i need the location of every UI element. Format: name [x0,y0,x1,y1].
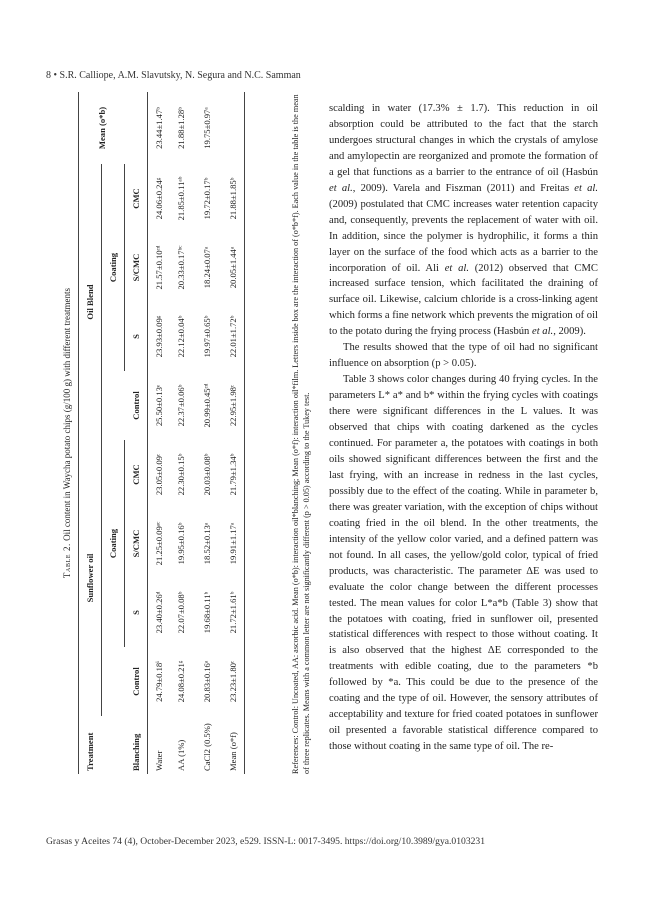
table-row [192,92,222,774]
table-header-row-3 [125,92,148,774]
table-cell: 21.88±1.85ᵇ [222,164,245,233]
running-header: 8 • S.R. Calliope, A.M. Slavutsky, N. Segura and N.C. Samman [46,70,301,81]
table-row [148,92,171,774]
oil-content-table [78,92,245,774]
column-header: S [125,578,148,647]
table-cell: 21.85±0.11ᵃᵇ [176,176,186,221]
column-header: S/CMC [125,233,148,302]
table-cell: 24.08±0.21ᵍ [176,660,186,703]
header-coating-sunflower: Coating [102,440,125,647]
text-italic: et al. [532,326,554,338]
row-label: CaCl2 (0.5%) [201,723,212,771]
body-text-column [329,101,598,755]
table-cell-mean: 21.88±1.28ᵇ [176,107,186,149]
table-header-row-2 [102,92,125,774]
table-cell: 22.01±1.72ᵇ [222,302,245,371]
table-cell: 19.95±0.16ᵇ [176,522,186,565]
text-run: , 2009). Varela and Fiszman (2011) and Freitas [352,182,575,194]
table-cell-mean [222,92,245,164]
column-header: Control [125,647,148,716]
table-cell: 24.06±0.24ᵍ [154,177,164,220]
text-run: (2012) observed that CMC increased surface tension, which facilitated the draining of surface oil. Likewise, calcium chloride is a cross-linking agent which forms a fine network which prevents the migration of oil to the potato during the frying process (Hasbún [329,262,598,338]
header-mean-ob: Mean (o*b) [79,92,125,164]
table-caption-text: Oil content in Waycha potato chips (g/100 g) with different treatments [62,287,72,544]
table-cell: 24.79±0.18ⁱ [153,661,164,702]
body-paragraph-2: The results showed that the type of oil had no significant influence on absorption (p > 0.05). [329,342,598,370]
header-spacer [102,371,125,440]
column-header: CMC [125,164,148,233]
header-sunflower-oil: Sunflower oil [79,440,102,716]
table-cell: 22.37±0.06ᵇ [176,384,186,427]
header-oil-blend: Oil Blend [79,164,102,440]
table-cell: 21.25±0.09ᵃᶜ [154,521,164,566]
column-header: CMC [125,440,148,509]
text-run: scalding in water (17.3% ± 1.7). This reduction in oil absorption could be attributed to the fact that the starch undergoes structural changes in which the crystals of amylose and amylopectin are reorganized and promote the formation of a gel that functions as a barrier to the entrance of oil (Hasbún [329,103,598,178]
table-cell: 25.50±0.13ᵉ [154,384,164,427]
table-cell: 23.93±0.09ᵍ [154,315,164,358]
table-note: References: Control: Uncoated, AA: ascorbic acid. Mean (o*b): interaction oil*blanching; Mean (o*f): interaction oil*film. Letters inside box are the interaction of (o*b*f). Each value in the table is the mean of three replicates. Means with a common letter are not significantly different (p > 0.05) according to the Tukey test. [291,94,311,774]
table-cell: 23.23±1.80ᶜ [222,647,245,716]
row-label: Mean (o*f) [222,716,245,774]
table-row [170,92,192,774]
table-cell: 20.83±0.16ᵃ [202,660,212,703]
header-spacer [102,716,125,774]
table-cell: 21.72±1.61ᵇ [222,578,245,647]
table-caption [62,92,72,774]
column-header: Control [125,371,148,440]
table-header-row-1 [79,92,102,774]
table-cell: 18.24±0.07ᵃ [202,246,212,289]
header-blanching: Blanching [125,716,148,774]
header-spacer [102,647,125,716]
table-cell-mean: 23.44±1.47ᵇ [154,107,164,149]
text-run: (2009) postulated that CMC increases water retention capacity and, consequently, prevents the replacement of water with oil. In addition, since the polymer is hydrophilic, it forms a thin layer on the surface of the food which acts as a barrier to the incorporation of oil. Ali [329,198,598,274]
text-italic: et al. [444,262,470,274]
table-cell: 20.05±1.44ᵃ [222,233,245,302]
header-spacer [125,92,148,164]
table-cell: 19.91±1.17ᵃ [222,509,245,578]
table-cell: 21.79±1.34ᵇ [222,440,245,509]
row-label: Water [154,750,164,771]
table-caption-label: Table 2. [62,543,72,579]
table-cell: 20.99±0.45ᶜᵈ [202,383,212,428]
table-cell: 20.33±0.17ᵇᶜ [176,245,186,290]
body-paragraph-3: Table 3 shows color changes during 40 frying cycles. In the parameters L* a* and b* within the frying cycles with coatings there were significant differences in the L values. It was observed that chips with coating darkened as the cycles continued. For parameter a, the potatoes with coatings in both oils showed significant differences between the first and the last frying, with an increase in redness in the last cycles, possibly due to the effect of the coating. While in parameter b, there was greater variation, with the exception of chips without coating fried in the oil blend. In the other treatments, the intensity of the yellow color varied, and a defined pattern was not found. In all cases, the yellow/gold color, typical of fried products, was characteristic. The parameter ΔE was used to evaluate the color change between the different processes tested. The mean values for color L*a*b (Table 3) show that the potatoes with coating, fried in sunflower oil, presented statistical differences with respect to those without coating. It is also observed that the highest ΔE corresponded to the treatments with edible coating, due to the parameters *b followed by *a. This could be due to the presence of the coating and the type of oil. However, the sensory attributes of acceptability and texture for fried coated potatoes in sunflower oil presented a favorable statistical difference compared to those without coating in the same type of oil. The re- [329,374,598,753]
table-cell: 19.68±0.11ᵇ [202,591,212,634]
table-cell: 23.05±0.09ᶜ [154,453,164,496]
table-cell: 21.57±0.10ᶜᵈ [154,245,164,290]
body-paragraph-1 [329,101,598,340]
table-cell: 22.12±0.04ᵇ [176,315,186,358]
column-header: S [125,302,148,371]
table-row [222,92,245,774]
table-cell: 23.40±0.26ᵈ [154,591,164,634]
text-italic: et al. [329,182,353,194]
table-cell: 22.30±0.15ᵇ [176,453,186,496]
table-cell: 20.03±0.08ᵇ [202,453,212,496]
table-cell: 19.72±0.17ᵇ [202,177,212,220]
row-label: AA (1%) [176,739,186,771]
table-cell: 19.97±0.65ᵇ [202,315,212,358]
table-cell-mean: 19.75±0.97ᵃ [202,107,212,149]
column-header: S/CMC [125,509,148,578]
text-italic: et al. [574,182,599,194]
table-cell: 18.52±0.13ᵃ [202,522,212,565]
text-run: , 2009). [553,326,586,338]
table-cell: 22.95±1.98ᶜ [222,371,245,440]
header-coating-blend: Coating [102,164,125,371]
running-footer: Grasas y Aceites 74 (4), October-December 2023, e529. ISSN-L: 0017-3495. https://doi.org/10.3989/gya.0103231 [46,836,486,847]
header-treatment: Treatment [79,716,102,774]
table-cell: 22.07±0.08ᵇ [176,591,186,634]
rotated-table-block [62,92,324,774]
